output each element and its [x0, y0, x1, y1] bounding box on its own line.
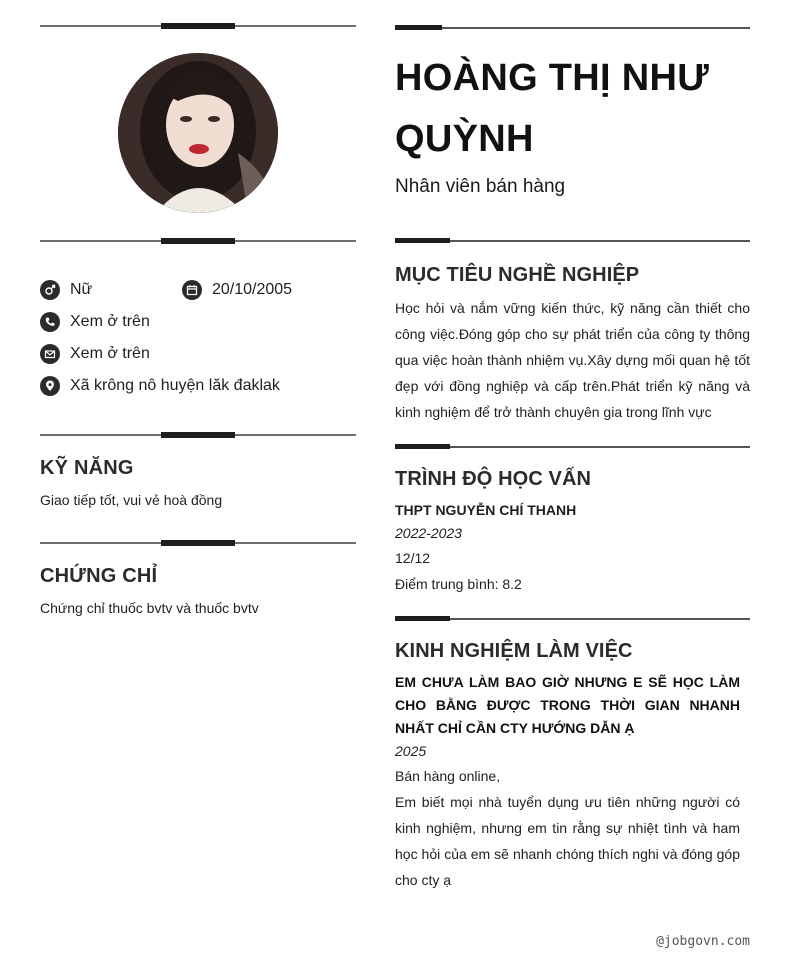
divider — [40, 25, 356, 27]
gender-value: Nữ — [70, 281, 93, 298]
education-school: THPT NGUYỄN CHÍ THANH — [395, 502, 577, 518]
birthday-row — [182, 279, 292, 301]
skills-text: Giao tiếp tốt, vui vẻ hoà đồng — [40, 492, 223, 508]
phone-value: Xem ở trên — [70, 313, 150, 330]
address-row — [40, 375, 280, 397]
education-period: 2022-2023 — [395, 525, 462, 541]
experience-company: EM CHƯA LÀM BAO GIỜ NHƯNG E SẼ HỌC LÀM CHO BẰNG ĐƯỢC TRONG THỜI GIAN NHANH NHẤT CHỈ CẦN CTY HƯỚNG DẪN Ạ — [395, 674, 740, 736]
watermark: @jobgovn.com — [656, 934, 750, 949]
divider — [395, 27, 750, 29]
divider — [395, 240, 750, 242]
divider — [40, 240, 356, 242]
skills-title: KỸ NĂNG — [40, 457, 134, 479]
certificates-text: Chứng chỉ thuốc bvtv và thuốc bvtv — [40, 600, 259, 616]
avatar — [118, 53, 278, 213]
divider — [395, 446, 750, 448]
divider-accent — [395, 238, 450, 243]
experience-year: 2025 — [395, 743, 427, 759]
gender-icon — [40, 280, 60, 300]
divider-accent — [161, 23, 235, 29]
phone-icon — [40, 312, 60, 332]
divider — [395, 618, 750, 620]
education-grade: 12/12 — [395, 550, 431, 566]
education-gpa: Điểm trung bình: 8.2 — [395, 576, 522, 592]
divider-accent — [161, 432, 235, 438]
address-value: Xã krông nô huyện lăk đaklak — [70, 377, 280, 394]
objective-title: MỤC TIÊU NGHỀ NGHIỆP — [395, 264, 640, 286]
divider — [40, 542, 356, 544]
gender-row — [40, 279, 92, 301]
divider — [40, 434, 356, 436]
divider-accent — [161, 540, 235, 546]
experience-title: KINH NGHIỆM LÀM VIỆC — [395, 640, 633, 662]
email-value: Xem ở trên — [70, 345, 150, 362]
certificates-title: CHỨNG CHỈ — [40, 565, 158, 587]
objective-text: Học hỏi và nắm vững kiến thức, kỹ năng cần thiết cho công việc.Đóng góp cho sự phát triển của công ty thông qua việc hoàn thành nhiệm vụ.Xây dựng mối quan hệ tốt đẹp với đồng nghiệp và cấp trên.Phát triển kỹ năng và kinh nghiệm để trở thành chuyên gia trong lĩnh vực — [395, 300, 750, 420]
divider-accent — [161, 238, 235, 244]
experience-description: Em biết mọi nhà tuyển dụng ưu tiên những người có kinh nghiệm, nhưng em tin rằng sự nhiệt tình và ham học hỏi của em sẽ nhanh chóng thích nghi và đóng góp cho cty ạ — [395, 794, 740, 888]
job-title: Nhân viên bán hàng — [395, 176, 566, 197]
experience-position: Bán hàng online, — [395, 768, 501, 784]
candidate-name: HOÀNG THỊ NHƯ QUỲNH — [395, 57, 710, 160]
email-row — [40, 343, 150, 365]
education-title: TRÌNH ĐỘ HỌC VẤN — [395, 468, 592, 490]
birthday-value: 20/10/2005 — [212, 281, 293, 298]
divider-accent — [395, 444, 450, 449]
divider-accent — [395, 25, 442, 30]
phone-row — [40, 311, 150, 333]
location-icon — [40, 376, 60, 396]
divider-accent — [395, 616, 450, 621]
calendar-icon — [182, 280, 202, 300]
mail-icon — [40, 344, 60, 364]
